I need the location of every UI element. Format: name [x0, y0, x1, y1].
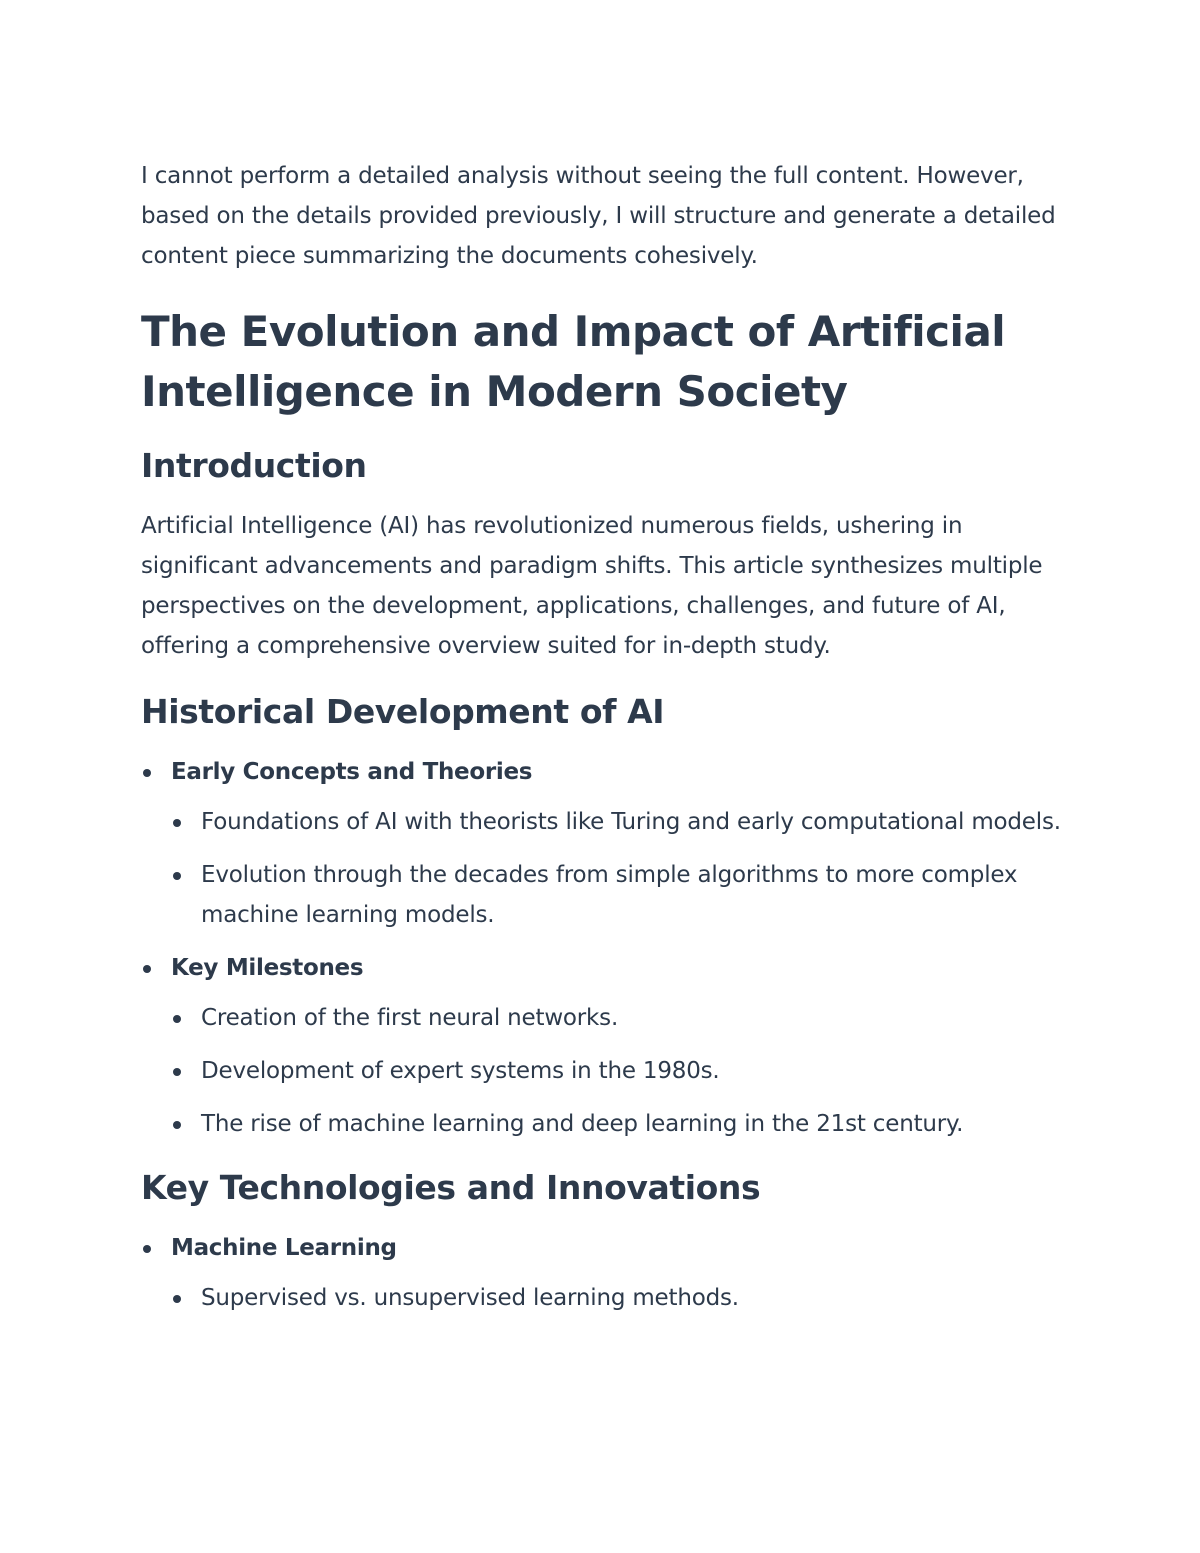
- bullet-icon: [143, 769, 151, 777]
- section-heading: Key Technologies and Innovations: [141, 1168, 761, 1207]
- sub-list-item-text: Development of expert systems in the 1980s.: [201, 1058, 720, 1084]
- sub-list-item: [171, 998, 1061, 1038]
- bullet-icon: [173, 819, 181, 827]
- sub-list-item-text: The rise of machine learning and deep learning in the 21st century.: [201, 1111, 964, 1137]
- bullet-icon: [173, 872, 181, 880]
- section-key-technologies: [141, 1164, 1061, 1318]
- list-item: [141, 948, 1061, 1144]
- bullet-icon: [173, 1295, 181, 1303]
- intro-note: I cannot perform a detailed analysis without seeing the full content. However, based on the details provided previously, I will structure and generate a detailed content piece summarizing the documents cohesively.: [141, 163, 1056, 269]
- list-item-label: Machine Learning: [171, 1235, 397, 1261]
- section-heading: Historical Development of AI: [141, 692, 665, 731]
- list-item: [141, 752, 1061, 935]
- document-title: The Evolution and Impact of Artificial Intelligence in Modern Society: [141, 307, 1006, 416]
- sub-list-item: [171, 1104, 1061, 1144]
- sub-bullet-list: [171, 802, 1061, 935]
- bullet-icon: [173, 1015, 181, 1023]
- section-introduction: [141, 442, 1061, 666]
- sub-list-item-text: Supervised vs. unsupervised learning methods.: [201, 1285, 739, 1311]
- bullet-list: [141, 1228, 1061, 1318]
- bullet-list: [141, 752, 1061, 1144]
- list-item: [141, 1228, 1061, 1318]
- bullet-icon: [173, 1121, 181, 1129]
- sub-bullet-list: [171, 998, 1061, 1144]
- list-item-label: Key Milestones: [171, 955, 364, 981]
- sub-list-item: [171, 855, 1061, 935]
- document-page: [141, 156, 1061, 1338]
- section-historical-development: [141, 688, 1061, 1144]
- sub-list-item-text: Foundations of AI with theorists like Turing and early computational models.: [201, 809, 1061, 835]
- sub-list-item: [171, 1278, 1061, 1318]
- sub-list-item-text: Evolution through the decades from simple algorithms to more complex machine learning models.: [201, 862, 1018, 928]
- bullet-icon: [173, 1068, 181, 1076]
- section-heading: Introduction: [141, 446, 367, 485]
- sub-list-item: [171, 1051, 1061, 1091]
- sub-bullet-list: [171, 1278, 1061, 1318]
- bullet-icon: [143, 1245, 151, 1253]
- section-paragraph: Artificial Intelligence (AI) has revolutionized numerous fields, ushering in significant advancements and paradigm shifts. This article synthesizes multiple perspectives on the development, applications, challenges, and future of AI, offering a comprehensive overview suited for in-depth study.: [141, 513, 1043, 659]
- list-item-label: Early Concepts and Theories: [171, 759, 533, 785]
- bullet-icon: [143, 965, 151, 973]
- sub-list-item: [171, 802, 1061, 842]
- sub-list-item-text: Creation of the first neural networks.: [201, 1005, 619, 1031]
